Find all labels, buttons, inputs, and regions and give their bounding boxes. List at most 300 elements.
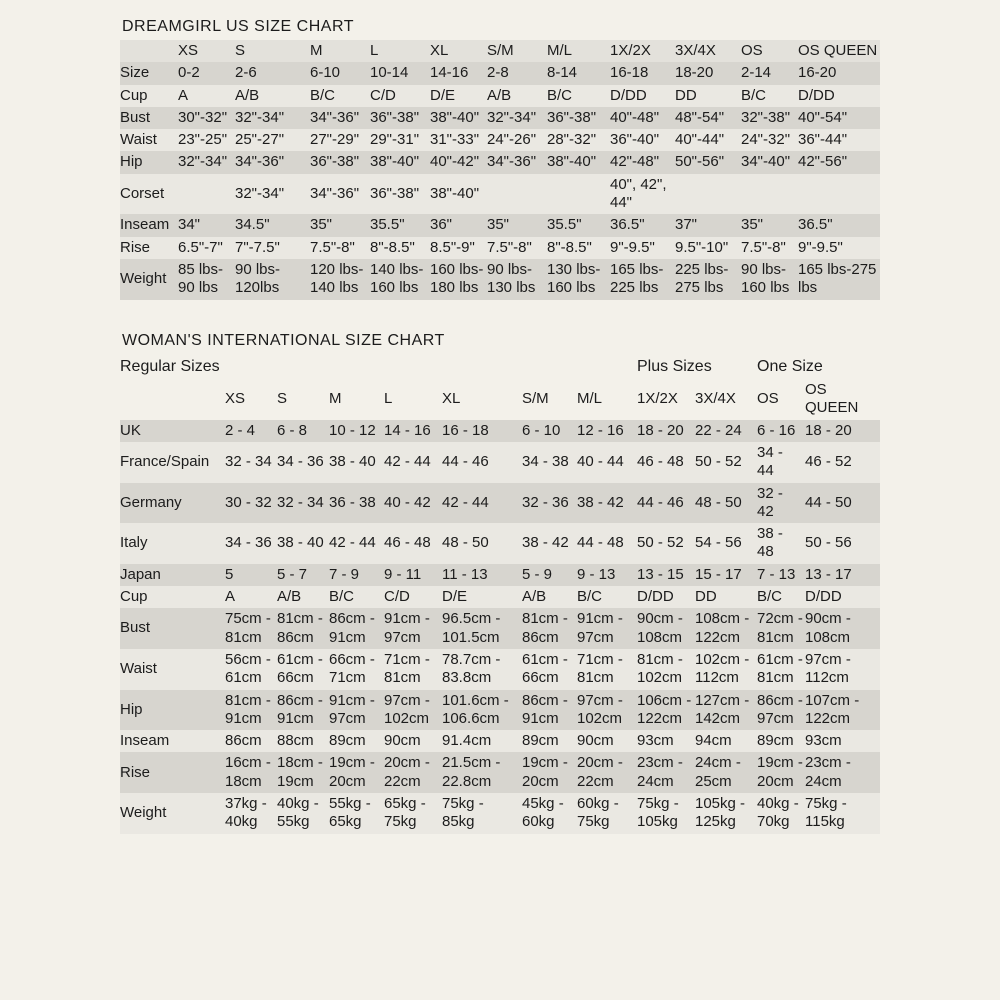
col-header-s-m: S/M: [522, 390, 549, 408]
cell: D/DD: [798, 85, 880, 107]
cell: 81cm - 91cm: [225, 690, 277, 731]
cell: 34"-40": [741, 151, 798, 173]
cell: 9"-9.5": [610, 237, 675, 259]
cell: 36"-44": [798, 129, 880, 151]
cell: 40"-42": [430, 151, 487, 173]
cell: 91cm - 97cm: [329, 690, 384, 731]
cell: 35.5": [547, 214, 610, 236]
cell: 88cm: [277, 730, 329, 752]
col-header-l: L: [370, 40, 430, 62]
col-header-1x-2x: 1X/2X: [610, 40, 675, 62]
cell: 61cm - 66cm: [277, 649, 329, 690]
us-column-header-row: [120, 40, 880, 62]
cell: [547, 174, 610, 215]
cell: 2-8: [487, 62, 547, 84]
cell: 90cm: [384, 730, 442, 752]
cell: 97cm - 102cm: [384, 690, 442, 731]
intl-row-inseam: [120, 730, 880, 752]
cell: 48"-54": [675, 107, 741, 129]
cell: B/C: [757, 586, 805, 608]
cell: 35": [741, 214, 798, 236]
cell: 81cm - 86cm: [522, 608, 577, 649]
section-gap: [120, 300, 1000, 330]
cell: 22 - 24: [695, 420, 757, 442]
cell: 130 lbs-160 lbs: [547, 259, 610, 300]
row-label: UK: [120, 420, 225, 442]
cell: 71cm - 81cm: [384, 649, 442, 690]
cell: 42 - 44: [442, 483, 522, 524]
intl-row-japan: [120, 564, 880, 586]
international-chart-title: WOMAN'S INTERNATIONAL SIZE CHART: [122, 331, 445, 349]
cell: 78.7cm - 83.8cm: [442, 649, 522, 690]
cell: 36"-38": [370, 174, 430, 215]
intl-table-body: [120, 420, 880, 834]
us-size-table: [120, 40, 880, 300]
cell: 42 - 44: [384, 442, 442, 483]
row-label: Hip: [120, 690, 225, 731]
cell: 34"-36": [310, 174, 370, 215]
cell: 34"-36": [310, 107, 370, 129]
intl-row-cup: [120, 586, 880, 608]
cell: 106cm - 122cm: [637, 690, 695, 731]
cell: 66cm - 71cm: [329, 649, 384, 690]
cell: 11 - 13: [442, 564, 522, 586]
row-label: Cup: [120, 85, 178, 107]
cell: 46 - 52: [805, 442, 880, 483]
cell: 102cm - 112cm: [695, 649, 757, 690]
cell: 29"-31": [370, 129, 430, 151]
cell: 36"-38": [370, 107, 430, 129]
cell: 40"-54": [798, 107, 880, 129]
cell: 160 lbs-180 lbs: [430, 259, 487, 300]
cell: 23cm - 24cm: [805, 752, 880, 793]
size-group-row: [120, 354, 880, 380]
cell: 2 - 4: [225, 420, 277, 442]
cell: 9 - 11: [384, 564, 442, 586]
cell: 81cm - 102cm: [637, 649, 695, 690]
cell: [178, 174, 235, 215]
cell: 5 - 9: [522, 564, 577, 586]
intl-row-bust: [120, 608, 880, 649]
corner-cell: [120, 379, 225, 420]
cell: 18 - 20: [805, 420, 880, 442]
cell: 86cm: [225, 730, 277, 752]
cell: 27"-29": [310, 129, 370, 151]
row-label: Hip: [120, 151, 178, 173]
cell: 48 - 50: [695, 483, 757, 524]
cell: 44 - 46: [637, 483, 695, 524]
intl-row-germany: [120, 483, 880, 524]
cell: 50"-56": [675, 151, 741, 173]
cell: C/D: [384, 586, 442, 608]
cell: 89cm: [757, 730, 805, 752]
cell: 54 - 56: [695, 523, 757, 564]
cell: 10 - 12: [329, 420, 384, 442]
cell: 18cm - 19cm: [277, 752, 329, 793]
row-label: Cup: [120, 586, 225, 608]
cell: 40"-44": [675, 129, 741, 151]
cell: 2-6: [235, 62, 310, 84]
cell: 101.6cm - 106.6cm: [442, 690, 522, 731]
cell: 55kg - 65kg: [329, 793, 384, 834]
cell: [675, 174, 741, 215]
cell: 34"-36": [235, 151, 310, 173]
intl-row-uk: [120, 420, 880, 442]
cell: 35": [487, 214, 547, 236]
cell: 75cm - 81cm: [225, 608, 277, 649]
us-table-head: [120, 40, 880, 62]
cell: 14 - 16: [384, 420, 442, 442]
cell: A/B: [277, 586, 329, 608]
cell: 23cm - 24cm: [637, 752, 695, 793]
cell: 50 - 52: [637, 523, 695, 564]
row-label: Weight: [120, 793, 225, 834]
col-header-s: S: [277, 390, 288, 408]
cell: 8.5"-9": [430, 237, 487, 259]
col-header-s: S: [235, 40, 310, 62]
intl-row-rise: [120, 752, 880, 793]
row-label: Corset: [120, 174, 178, 215]
cell: 9 - 13: [577, 564, 637, 586]
cell: 2-14: [741, 62, 798, 84]
cell: 107cm - 122cm: [805, 690, 880, 731]
cell: 90 lbs-160 lbs: [741, 259, 798, 300]
cell: 7.5"-8": [487, 237, 547, 259]
row-label: Bust: [120, 107, 178, 129]
row-label: Bust: [120, 608, 225, 649]
col-header-3x-4x: 3X/4X: [695, 390, 736, 408]
cell: 8"-8.5": [370, 237, 430, 259]
cell: [487, 174, 547, 215]
cell: 65kg - 75kg: [384, 793, 442, 834]
cell: 40 - 42: [384, 483, 442, 524]
cell: 86cm - 91cm: [329, 608, 384, 649]
col-header-xs: XS: [225, 390, 246, 408]
cell: 13 - 15: [637, 564, 695, 586]
cell: 24"-26": [487, 129, 547, 151]
col-header-xs: XS: [178, 40, 235, 62]
row-label: Size: [120, 62, 178, 84]
col-header-l: L: [384, 390, 393, 408]
cell: C/D: [370, 85, 430, 107]
row-label: Rise: [120, 752, 225, 793]
cell: 93cm: [637, 730, 695, 752]
cell: 91cm - 97cm: [384, 608, 442, 649]
cell: 38 - 40: [329, 442, 384, 483]
cell: 36 - 38: [329, 483, 384, 524]
cell: 42"-56": [798, 151, 880, 173]
cell: 24cm - 25cm: [695, 752, 757, 793]
cell: 19cm - 20cm: [757, 752, 805, 793]
cell: 14-16: [430, 62, 487, 84]
cell: 36"-38": [310, 151, 370, 173]
cell: 34 - 36: [225, 523, 277, 564]
cell: 89cm: [522, 730, 577, 752]
cell: 32"-34": [235, 174, 310, 215]
cell: 44 - 48: [577, 523, 637, 564]
us-row-size: [120, 62, 880, 84]
cell: 36"-40": [610, 129, 675, 151]
cell: D/E: [442, 586, 522, 608]
cell: 81cm - 86cm: [277, 608, 329, 649]
cell: DD: [675, 85, 741, 107]
cell: 38"-40": [430, 174, 487, 215]
cell: 94cm: [695, 730, 757, 752]
intl-row-hip: [120, 690, 880, 731]
cell: D/DD: [610, 85, 675, 107]
cell: 7 - 9: [329, 564, 384, 586]
cell: 32"-34": [487, 107, 547, 129]
cell: 7.5"-8": [310, 237, 370, 259]
cell: 32"-38": [741, 107, 798, 129]
cell: 34 - 38: [522, 442, 577, 483]
cell: 32 - 34: [225, 442, 277, 483]
col-header-os-queen: OS QUEEN: [798, 40, 880, 62]
us-row-cup: [120, 85, 880, 107]
cell: 6.5"-7": [178, 237, 235, 259]
cell: B/C: [547, 85, 610, 107]
us-row-corset: [120, 174, 880, 215]
cell: 19cm - 20cm: [329, 752, 384, 793]
cell: 35.5": [370, 214, 430, 236]
us-chart-title: DREAMGIRL US SIZE CHART: [122, 18, 354, 35]
row-label: France/Spain: [120, 442, 225, 483]
us-row-rise: [120, 237, 880, 259]
cell: 13 - 17: [805, 564, 880, 586]
col-header-s-m: S/M: [487, 40, 547, 62]
us-row-weight: [120, 259, 880, 300]
cell: 35": [310, 214, 370, 236]
row-label: Italy: [120, 523, 225, 564]
cell: 45kg - 60kg: [522, 793, 577, 834]
row-label: Inseam: [120, 214, 178, 236]
cell: 34 - 44: [757, 442, 805, 483]
cell: A: [225, 586, 277, 608]
cell: 28"-32": [547, 129, 610, 151]
intl-row-france-spain: [120, 442, 880, 483]
cell: B/C: [310, 85, 370, 107]
cell: 36": [430, 214, 487, 236]
cell: 31"-33": [430, 129, 487, 151]
col-header-3x-4x: 3X/4X: [675, 40, 741, 62]
cell: B/C: [329, 586, 384, 608]
cell: 20cm - 22cm: [384, 752, 442, 793]
cell: 165 lbs-225 lbs: [610, 259, 675, 300]
cell: 34 - 36: [277, 442, 329, 483]
cell: 86cm - 97cm: [757, 690, 805, 731]
cell: 24"-32": [741, 129, 798, 151]
cell: 0-2: [178, 62, 235, 84]
cell: B/C: [577, 586, 637, 608]
cell: 32"-34": [235, 107, 310, 129]
cell: 18-20: [675, 62, 741, 84]
cell: 32"-34": [178, 151, 235, 173]
cell: 127cm - 142cm: [695, 690, 757, 731]
cell: 8-14: [547, 62, 610, 84]
cell: 6 - 16: [757, 420, 805, 442]
cell: 105kg - 125kg: [695, 793, 757, 834]
cell: 9.5"-10": [675, 237, 741, 259]
us-row-bust: [120, 107, 880, 129]
cell: 32 - 42: [757, 483, 805, 524]
cell: [798, 174, 880, 215]
cell: A/B: [235, 85, 310, 107]
cell: 16-18: [610, 62, 675, 84]
row-label: Germany: [120, 483, 225, 524]
cell: 6 - 10: [522, 420, 577, 442]
cell: 90cm - 108cm: [805, 608, 880, 649]
col-header-m: M: [329, 390, 342, 408]
cell: DD: [695, 586, 757, 608]
cell: 46 - 48: [637, 442, 695, 483]
us-table-body: [120, 62, 880, 299]
cell: 42"-48": [610, 151, 675, 173]
cell: 71cm - 81cm: [577, 649, 637, 690]
cell: 108cm - 122cm: [695, 608, 757, 649]
cell: 165 lbs-275 lbs: [798, 259, 880, 300]
cell: 38 - 42: [577, 483, 637, 524]
cell: 44 - 50: [805, 483, 880, 524]
cell: 16cm - 18cm: [225, 752, 277, 793]
corner-cell: [120, 40, 178, 62]
cell: 40kg - 70kg: [757, 793, 805, 834]
one-size-label: One Size: [757, 357, 823, 375]
col-header-m: M: [310, 40, 370, 62]
row-label: Japan: [120, 564, 225, 586]
cell: 5 - 7: [277, 564, 329, 586]
cell: 89cm: [329, 730, 384, 752]
intl-table-head: [120, 354, 880, 420]
cell: 50 - 56: [805, 523, 880, 564]
cell: 37": [675, 214, 741, 236]
cell: 32 - 36: [522, 483, 577, 524]
cell: 7.5"-8": [741, 237, 798, 259]
cell: 60kg - 75kg: [577, 793, 637, 834]
cell: 7 - 13: [757, 564, 805, 586]
cell: 7"-7.5": [235, 237, 310, 259]
cell: 38"-40": [370, 151, 430, 173]
cell: 75kg - 115kg: [805, 793, 880, 834]
cell: 86cm - 91cm: [522, 690, 577, 731]
intl-column-header-row: [120, 379, 880, 420]
cell: 97cm - 102cm: [577, 690, 637, 731]
cell: 16-20: [798, 62, 880, 84]
cell: 34": [178, 214, 235, 236]
cell: 140 lbs-160 lbs: [370, 259, 430, 300]
cell: 18 - 20: [637, 420, 695, 442]
cell: 19cm - 20cm: [522, 752, 577, 793]
cell: 40", 42", 44": [610, 174, 675, 215]
intl-row-italy: [120, 523, 880, 564]
cell: 90 lbs-120lbs: [235, 259, 310, 300]
cell: 21.5cm - 22.8cm: [442, 752, 522, 793]
cell: 86cm - 91cm: [277, 690, 329, 731]
cell: 75kg - 85kg: [442, 793, 522, 834]
cell: 91cm - 97cm: [577, 608, 637, 649]
cell: 42 - 44: [329, 523, 384, 564]
cell: 38 - 42: [522, 523, 577, 564]
cell: 34.5": [235, 214, 310, 236]
row-label: Rise: [120, 237, 178, 259]
plus-sizes-label: Plus Sizes: [637, 357, 712, 375]
cell: 38 - 48: [757, 523, 805, 564]
cell: 93cm: [805, 730, 880, 752]
cell: 120 lbs-140 lbs: [310, 259, 370, 300]
cell: 46 - 48: [384, 523, 442, 564]
cell: 37kg - 40kg: [225, 793, 277, 834]
intl-row-waist: [120, 649, 880, 690]
cell: 12 - 16: [577, 420, 637, 442]
us-row-inseam: [120, 214, 880, 236]
cell: D/DD: [637, 586, 695, 608]
cell: 6 - 8: [277, 420, 329, 442]
cell: 40"-48": [610, 107, 675, 129]
col-header-m-l: M/L: [577, 390, 603, 408]
col-header-xl: XL: [430, 40, 487, 62]
cell: 38"-40": [547, 151, 610, 173]
cell: 38 - 40: [277, 523, 329, 564]
cell: 10-14: [370, 62, 430, 84]
cell: 15 - 17: [695, 564, 757, 586]
cell: [741, 174, 798, 215]
col-header-1x-2x: 1X/2X: [637, 390, 678, 408]
col-header-m-l: M/L: [547, 40, 610, 62]
cell: 85 lbs-90 lbs: [178, 259, 235, 300]
cell: 23"-25": [178, 129, 235, 151]
international-size-table: [120, 354, 880, 834]
cell: D/DD: [805, 586, 880, 608]
cell: 5: [225, 564, 277, 586]
cell: 97cm - 112cm: [805, 649, 880, 690]
regular-sizes-label: Regular Sizes: [120, 357, 220, 375]
cell: 40kg - 55kg: [277, 793, 329, 834]
cell: 56cm - 61cm: [225, 649, 277, 690]
cell: 91.4cm: [442, 730, 522, 752]
cell: 96.5cm - 101.5cm: [442, 608, 522, 649]
cell: D/E: [430, 85, 487, 107]
row-label: Weight: [120, 259, 178, 300]
col-header-os: OS: [757, 390, 779, 408]
us-row-waist: [120, 129, 880, 151]
cell: 40 - 44: [577, 442, 637, 483]
cell: 36.5": [610, 214, 675, 236]
cell: 36.5": [798, 214, 880, 236]
cell: 90 lbs-130 lbs: [487, 259, 547, 300]
cell: 20cm - 22cm: [577, 752, 637, 793]
cell: 50 - 52: [695, 442, 757, 483]
cell: 16 - 18: [442, 420, 522, 442]
cell: 36"-38": [547, 107, 610, 129]
cell: 90cm: [577, 730, 637, 752]
cell: 9"-9.5": [798, 237, 880, 259]
row-label: Waist: [120, 129, 178, 151]
cell: 8"-8.5": [547, 237, 610, 259]
international-size-chart: [120, 330, 1000, 834]
cell: 72cm - 81cm: [757, 608, 805, 649]
cell: 75kg - 105kg: [637, 793, 695, 834]
row-label: Inseam: [120, 730, 225, 752]
cell: 30 - 32: [225, 483, 277, 524]
cell: 32 - 34: [277, 483, 329, 524]
cell: 48 - 50: [442, 523, 522, 564]
cell: A/B: [522, 586, 577, 608]
cell: 38"-40": [430, 107, 487, 129]
col-header-os: OS: [741, 40, 798, 62]
cell: 61cm - 81cm: [757, 649, 805, 690]
cell: 61cm - 66cm: [522, 649, 577, 690]
cell: 6-10: [310, 62, 370, 84]
cell: A: [178, 85, 235, 107]
